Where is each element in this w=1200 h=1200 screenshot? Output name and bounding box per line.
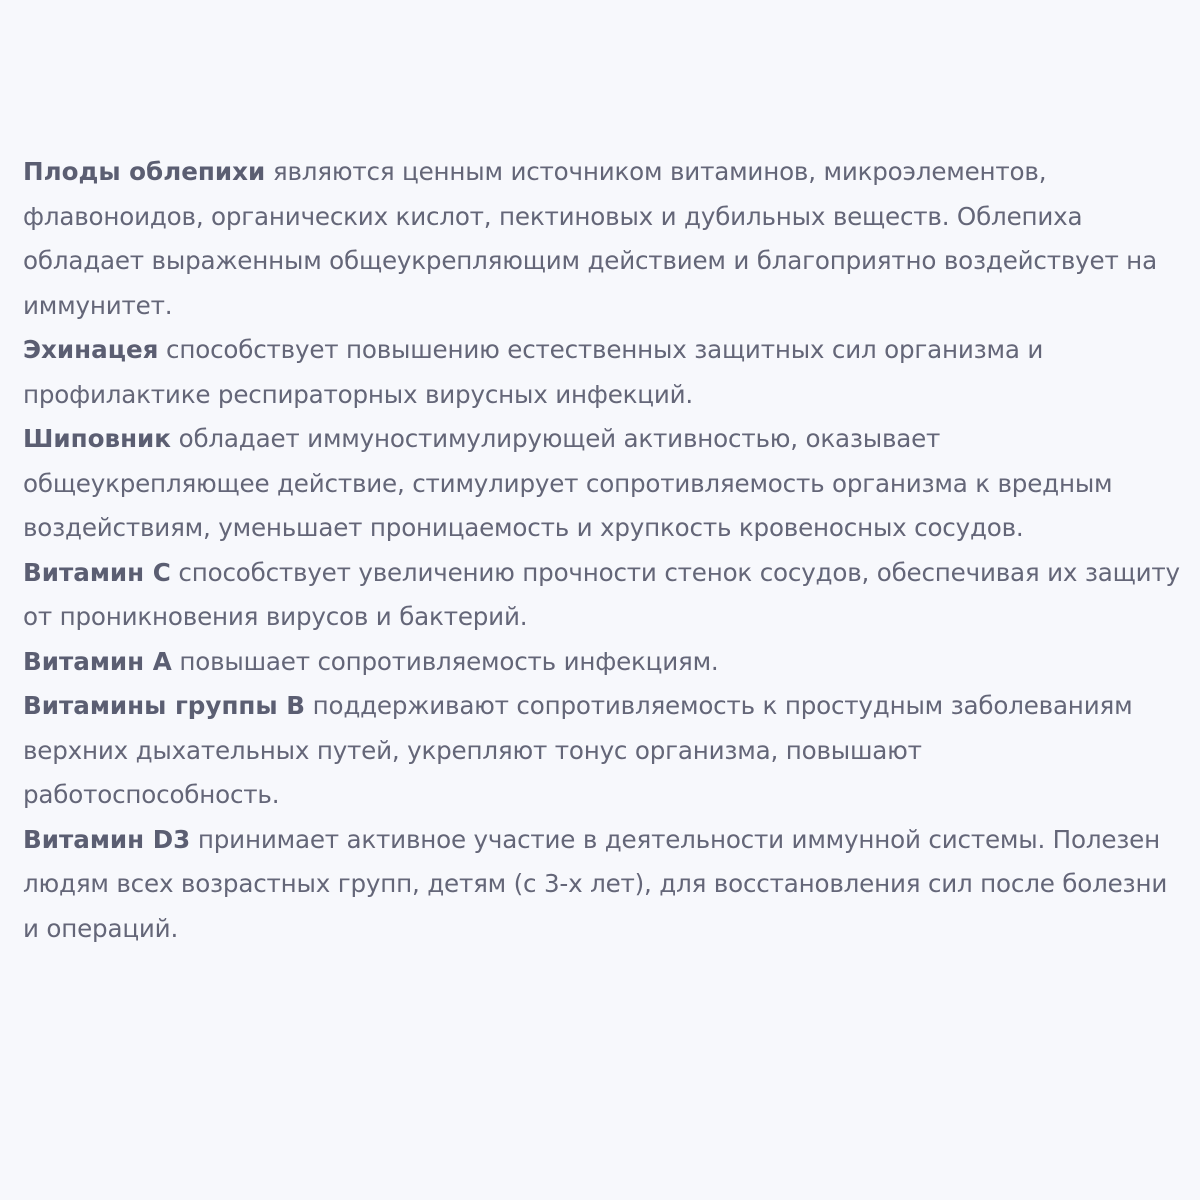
text-vitamin-d3: принимает активное участие в деятельности иммунной системы. Полезен людям всех возрастных групп, детям (с 3-х лет), для восстановления сил после болезни и операций.	[23, 824, 1168, 943]
paragraph-vitamin-d3	[23, 818, 1183, 952]
paragraph-vitamin-a	[23, 640, 1183, 685]
term-vitamins-b: Витамины группы В	[23, 691, 305, 720]
text-vitamin-c: способствует увеличению прочности стенок сосудов, обеспечивая их защиту от проникновения вирусов и бактерий.	[23, 557, 1180, 631]
paragraph-echinacea	[23, 328, 1183, 417]
term-vitamin-c: Витамин С	[23, 557, 171, 587]
ingredients-description	[23, 150, 1183, 951]
text-rosehip: обладает иммуностимулирующей активностью, оказывает общеукрепляющее действие, стимулирует сопротивляемость организма к вредным воздействиям, уменьшает проницаемость и хрупкость кровеносных сосудов.	[23, 424, 1113, 542]
paragraph-rosehip	[23, 417, 1183, 551]
paragraph-sea-buckthorn	[23, 150, 1183, 328]
term-vitamin-d3: Витамин D3	[23, 824, 191, 854]
term-rosehip: Шиповник	[23, 424, 171, 453]
paragraph-vitamins-b	[23, 684, 1183, 818]
text-vitamin-a: повышает сопротивляемость инфекциям.	[171, 646, 719, 676]
text-sea-buckthorn: являются ценным источником витаминов, микроэлементов, флавоноидов, органических кислот, пектиновых и дубильных веществ. Облепиха обладает выраженным общеукрепляющим действием и благоприятно воздействует на иммунитет.	[23, 157, 1157, 320]
term-sea-buckthorn: Плоды облепихи	[23, 157, 266, 186]
paragraph-vitamin-c	[23, 551, 1183, 640]
term-vitamin-a: Витамин А	[23, 646, 172, 676]
term-echinacea: Эхинацея	[23, 335, 159, 364]
text-vitamins-b: поддерживают сопротивляемость к простудным заболеваниям верхних дыхательных путей, укрепляют тонус организма, повышают работоспособность.	[23, 691, 1133, 809]
text-echinacea: способствует повышению естественных защитных сил организма и профилактике респираторных вирусных инфекций.	[23, 335, 1044, 409]
